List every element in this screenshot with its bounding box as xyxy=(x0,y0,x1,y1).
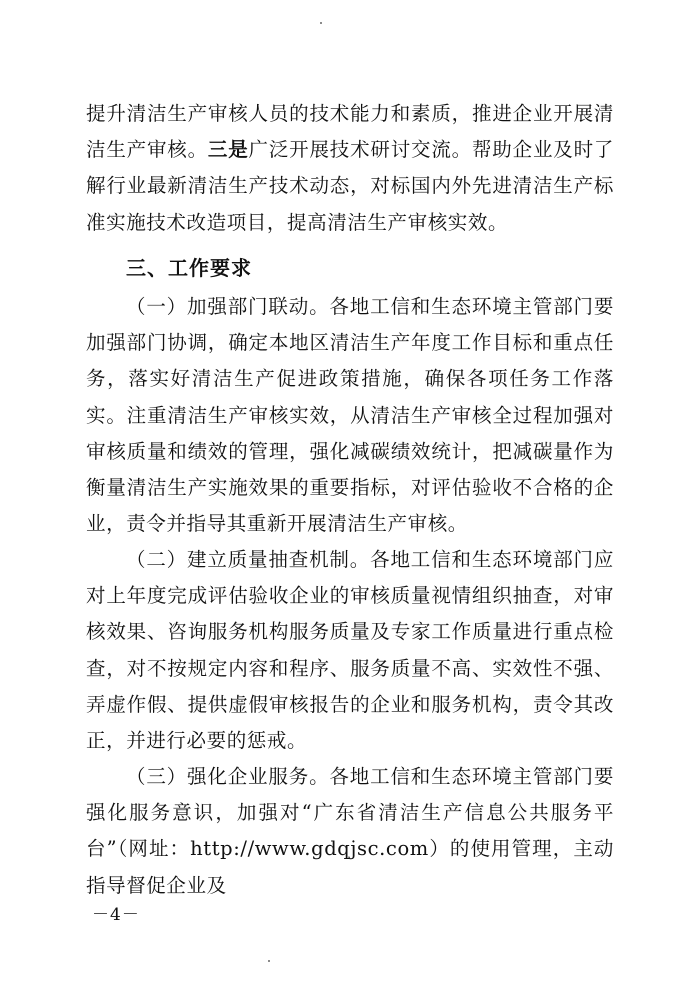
paragraph-bold-phrase: 三是 xyxy=(207,138,249,162)
section-heading: 三、工作要求 xyxy=(126,256,252,280)
paragraph-rest-text: 广泛开展技术研讨交流。帮助企业及时了解行业最新清洁生产技术动态，对标国内外先进清洁生产标准实施技术改造项目，提高清洁生产审核实效。 xyxy=(86,138,614,234)
page-number: －4－ xyxy=(92,905,140,925)
paragraph-enterprise-service: （三）强化企业服务。各地工信和生态环境主管部门要强化服务意识，加强对“广东省清洁生产信息公共服务平台”（网址：http://www.gdqjsc.com）的使用管理，主动指导督促企业及 xyxy=(86,765,614,897)
paragraph-lead-text: 提升清洁生产审核人员的技术能力和素质，推进企业开展清洁生产审核。 xyxy=(86,102,614,162)
paragraph-quality-inspection: （二）建立质量抽查机制。各地工信和生态环境部门应对上年度完成评估验收企业的审核质量视情组织抽查，对审核效果、咨询服务机构服务质量及专家工作质量进行重点检查，对不按规定内容和程序、服务质量不高、实效性不强、弄虚作假、提供虚假审核报告的企业和服务机构，责令其改正，并进行必要的惩戒。 xyxy=(86,548,614,753)
scan-speck xyxy=(268,960,270,962)
paragraph-continued xyxy=(86,96,614,241)
scan-speck xyxy=(320,22,322,24)
paragraph-department-coordination: （一）加强部门联动。各地工信和生态环境主管部门要加强部门协调，确定本地区清洁生产年度工作目标和重点任务，落实好清洁生产促进政策措施，确保各项任务工作落实。注重清洁生产审核实效，从清洁生产审核全过程加强对审核质量和绩效的管理，强化减碳绩效统计，把减碳量作为衡量清洁生产实施效果的重要指标，对评估验收不合格的企业，责令并指导其重新开展清洁生产审核。 xyxy=(86,295,614,536)
